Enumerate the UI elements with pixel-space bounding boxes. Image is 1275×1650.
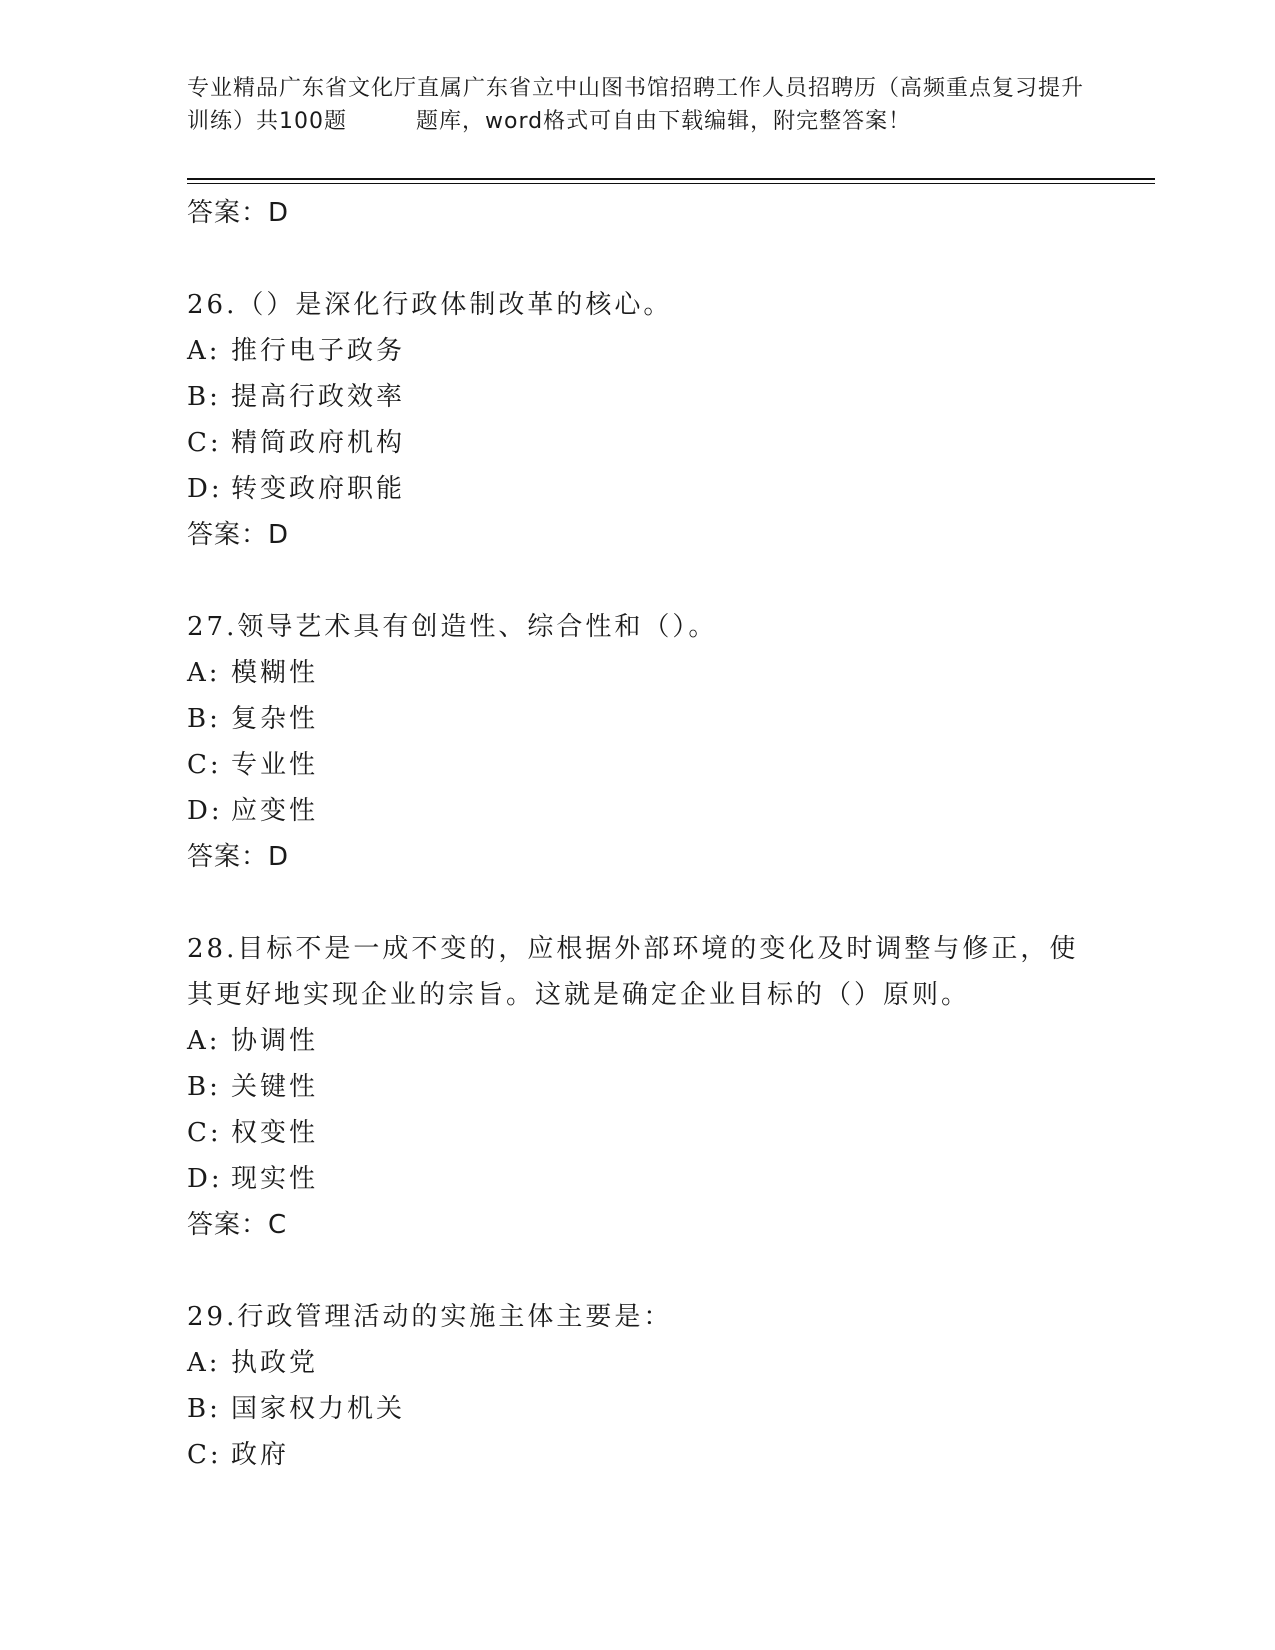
question-text: 28.目标不是一成不变的，应根据外部环境的变化及时调整与修正，使其更好地实现企业的宗旨。这就是确定企业目标的（）原则。 <box>187 934 1079 1010</box>
option-a <box>187 650 1087 696</box>
option-d <box>187 788 1087 834</box>
option-text: 权变性 <box>231 1118 319 1148</box>
question-block <box>187 1294 1087 1478</box>
option-text: 政府 <box>231 1440 290 1470</box>
question-text: 29.行政管理活动的实施主体主要是： <box>187 1302 673 1332</box>
option-text: 应变性 <box>231 796 319 826</box>
question-text: 27.领导艺术具有创造性、综合性和（）。 <box>187 612 718 642</box>
option-a <box>187 1340 1087 1386</box>
option-key: A: <box>187 1348 221 1378</box>
option-key: D: <box>187 796 223 826</box>
option-text: 复杂性 <box>231 704 319 734</box>
option-key: B: <box>187 382 221 412</box>
option-key: D: <box>187 1164 223 1194</box>
option-text: 提高行政效率 <box>231 382 406 412</box>
option-key: C: <box>187 1118 222 1148</box>
option-text: 现实性 <box>231 1164 319 1194</box>
option-key: C: <box>187 428 222 458</box>
option-key: B: <box>187 1394 221 1424</box>
option-b <box>187 374 1087 420</box>
page-content <box>187 190 1087 1478</box>
option-b <box>187 696 1087 742</box>
option-text: 关键性 <box>231 1072 319 1102</box>
answer-line: 答案：C <box>187 1210 288 1240</box>
option-key: D: <box>187 474 223 504</box>
option-text: 推行电子政务 <box>231 336 406 366</box>
option-text: 精简政府机构 <box>231 428 406 458</box>
option-a <box>187 1018 1087 1064</box>
option-text: 转变政府职能 <box>231 474 406 504</box>
header-divider-thin <box>187 183 1155 184</box>
page-header: 专业精品广东省文化厅直属广东省立中山图书馆招聘工作人员招聘历（高频重点复习提升训练）共100题 题库，word格式可自由下载编辑，附完整答案！ <box>187 76 1085 134</box>
answer-line: 答案：D <box>187 520 290 550</box>
option-a <box>187 328 1087 374</box>
option-key: A: <box>187 336 221 366</box>
option-c <box>187 1432 1087 1478</box>
option-text: 模糊性 <box>231 658 319 688</box>
question-block <box>187 604 1087 880</box>
option-c <box>187 742 1087 788</box>
option-b <box>187 1386 1087 1432</box>
option-b <box>187 1064 1087 1110</box>
header-divider <box>187 178 1155 180</box>
option-key: B: <box>187 704 221 734</box>
option-key: B: <box>187 1072 221 1102</box>
option-c <box>187 420 1087 466</box>
option-text: 协调性 <box>231 1026 319 1056</box>
option-text: 执政党 <box>231 1348 319 1378</box>
question-block <box>187 926 1087 1248</box>
option-c <box>187 1110 1087 1156</box>
question-text: 26.（）是深化行政体制改革的核心。 <box>187 290 673 320</box>
option-text: 专业性 <box>231 750 319 780</box>
previous-answer: 答案：D <box>187 198 290 228</box>
option-text: 国家权力机关 <box>231 1394 406 1424</box>
option-d <box>187 466 1087 512</box>
option-d <box>187 1156 1087 1202</box>
option-key: C: <box>187 750 222 780</box>
option-key: A: <box>187 1026 221 1056</box>
question-block <box>187 282 1087 558</box>
option-key: C: <box>187 1440 222 1470</box>
option-key: A: <box>187 658 221 688</box>
answer-line: 答案：D <box>187 842 290 872</box>
